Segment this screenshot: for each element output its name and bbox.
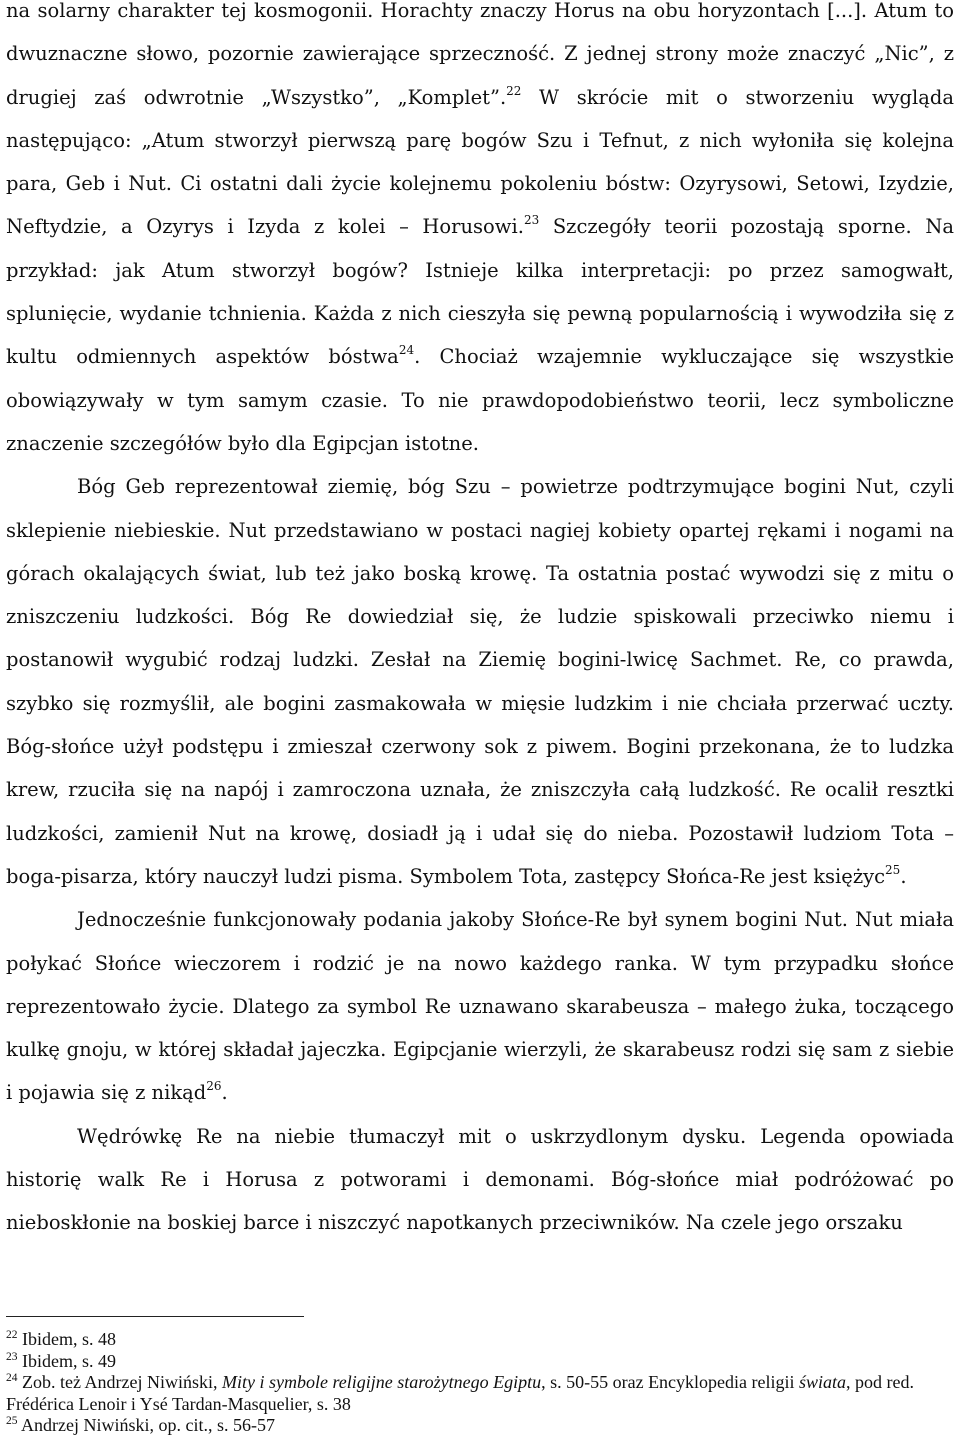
paragraph-text: Bóg Geb reprezentował ziemię, bóg Szu – powietrze podtrzymujące bogini Nut, czyli sklepienie niebieskie. Nut przedstawiano w postaci nagiej kobiety opartej rękami i nogami na górach okalających świat, lub też jako boską krowę. Ta ostatnia postać wywodzi się z mitu o zniszczeniu ludzkości. Bóg Re dowiedział się, że ludzie spiskowali przeciwko niemu i postanowił wygubić rodzaj ludzki. Zesłał na Ziemię bogini-lwicę Sachmet. Re, co prawda, szybko się rozmyślił, ale bogini zasmakowała w mięsie ludzkim i nie chciała przerwać uczty. Bóg-słońce użył podstępu i zmieszał czerwony sok z piwem. Bogini przekonana, że to ludzka krew, rzuciła się na napój i zamroczona uznała, że zniszczyła całą ludzkość. Re ocalił resztki ludzkości, zamienił Nut na krowę, dosiadł ją i udał się do nieba. Pozostawił ludziom Tota – boga-pisarza, który nauczył ludzi pisma. Symbolem Tota, zastępcy Słońca-Re jest księżyc bbox=[6, 475, 954, 888]
paragraph bbox=[6, 898, 954, 1114]
paragraph-text: Wędrówkę Re na niebie tłumaczył mit o uskrzydlonym dysku. Legenda opowiada historię walk Re i Horusa z potworami i demonami. Bóg-słońce miał podróżować po nieboskłonie na boskiej barce i niszczyć napotkanych przeciwników. Na czele jego orszaku bbox=[6, 1124, 954, 1235]
footnote-text: Andrzej Niwiński, op. cit., s. 56-57 bbox=[21, 1415, 275, 1436]
footnote-text: Ibidem, s. 49 bbox=[22, 1350, 116, 1371]
footnote-reference[interactable]: 22 bbox=[506, 83, 522, 98]
footnote-title: świata bbox=[799, 1372, 847, 1393]
footnotes bbox=[6, 1329, 946, 1437]
footnote bbox=[6, 1415, 946, 1437]
footnote-reference[interactable]: 24 bbox=[398, 343, 415, 358]
footnote-number: 25 bbox=[6, 1415, 18, 1428]
footnote-text: Zob. też Andrzej Niwiński, bbox=[22, 1372, 222, 1393]
footnote-text: , pod red. Frédérica Lenoir i Ysé Tardan-Masquelier, s. 38 bbox=[6, 1372, 915, 1414]
paragraph-text: . Chociaż wzajemnie wykluczające się wszystkie obowiązywały w tym samym czasie. To nie prawdopodobieństwo teorii, lecz symboliczne znaczenie szczegółów było dla Egipcjan istotne. bbox=[6, 345, 955, 455]
paragraph-text: Szczegóły teorii pozostają sporne. Na przykład: jak Atum stworzył bogów? Istnieje kilka interpretacji: po przez samogwałt, splunięcie, wydanie tchnienia. Każda z nich cieszyła się pewną popularnością i wywodziła się z kultu odmiennych aspektów bóstwa bbox=[6, 215, 955, 369]
footnote bbox=[6, 1329, 946, 1351]
paragraph-text: . bbox=[221, 1081, 228, 1105]
paragraph-text: Jednocześnie funkcjonowały podania jakoby Słońce-Re był synem bogini Nut. Nut miała połykać Słońce wieczorem i rodzić je na nowo każdego ranka. W tym przypadku słońce reprezentowało życie. Dlatego za symbol Re uznawano skarabeusza – małego żuka, toczącego kulkę gnoju, w której składał jajeczka. Egipcjanie wierzyli, że skarabeusz rodzi się sam z siebie i pojawia się z nikąd bbox=[6, 908, 954, 1105]
footnote bbox=[6, 1351, 946, 1373]
paragraph bbox=[6, 1115, 954, 1245]
footnote-text: , s. 50-55 oraz Encyklopedia religii bbox=[541, 1372, 800, 1393]
paragraph bbox=[6, 465, 954, 898]
paragraph-text: . bbox=[900, 864, 907, 888]
footnote-reference[interactable]: 26 bbox=[206, 1079, 222, 1094]
footnote bbox=[6, 1372, 946, 1415]
paragraph-text: W skrócie mit o stworzeniu wygląda następująco: „Atum stworzył pierwszą parę bogów Szu i Tefnut, z nich wyłoniła się kolejna para, Geb i Nut. Ci ostatni dali życie kolejnemu pokoleniu bóstw: Ozyrysowi, Setowi, Izydzie, Neftydzie, a Ozyrys i Izyda z kolei – Horusowi. bbox=[6, 85, 954, 239]
footnote-reference[interactable]: 25 bbox=[885, 862, 901, 877]
footnote-number: 23 bbox=[6, 1350, 18, 1363]
footnote-reference[interactable]: 23 bbox=[523, 213, 540, 228]
document-body bbox=[6, 0, 954, 1245]
footnote-number: 22 bbox=[6, 1329, 18, 1341]
footnote-number: 24 bbox=[6, 1372, 18, 1385]
paragraph-text: na solarny charakter tej kosmogonii. Horachty znaczy Horus na obu horyzontach [...]. Atum to dwuznaczne słowo, pozornie zawierające sprzeczność. Z jednej strony może znaczyć „Nic”, z drugiej zaś odwrotnie „Wszystko”, „Komplet”. bbox=[6, 0, 954, 109]
paragraph bbox=[6, 0, 954, 465]
footnote-text: Ibidem, s. 48 bbox=[22, 1329, 116, 1349]
footnote-title: Mity i symbole religijne starożytnego Egiptu bbox=[221, 1372, 542, 1393]
footnote-separator bbox=[6, 1316, 304, 1317]
